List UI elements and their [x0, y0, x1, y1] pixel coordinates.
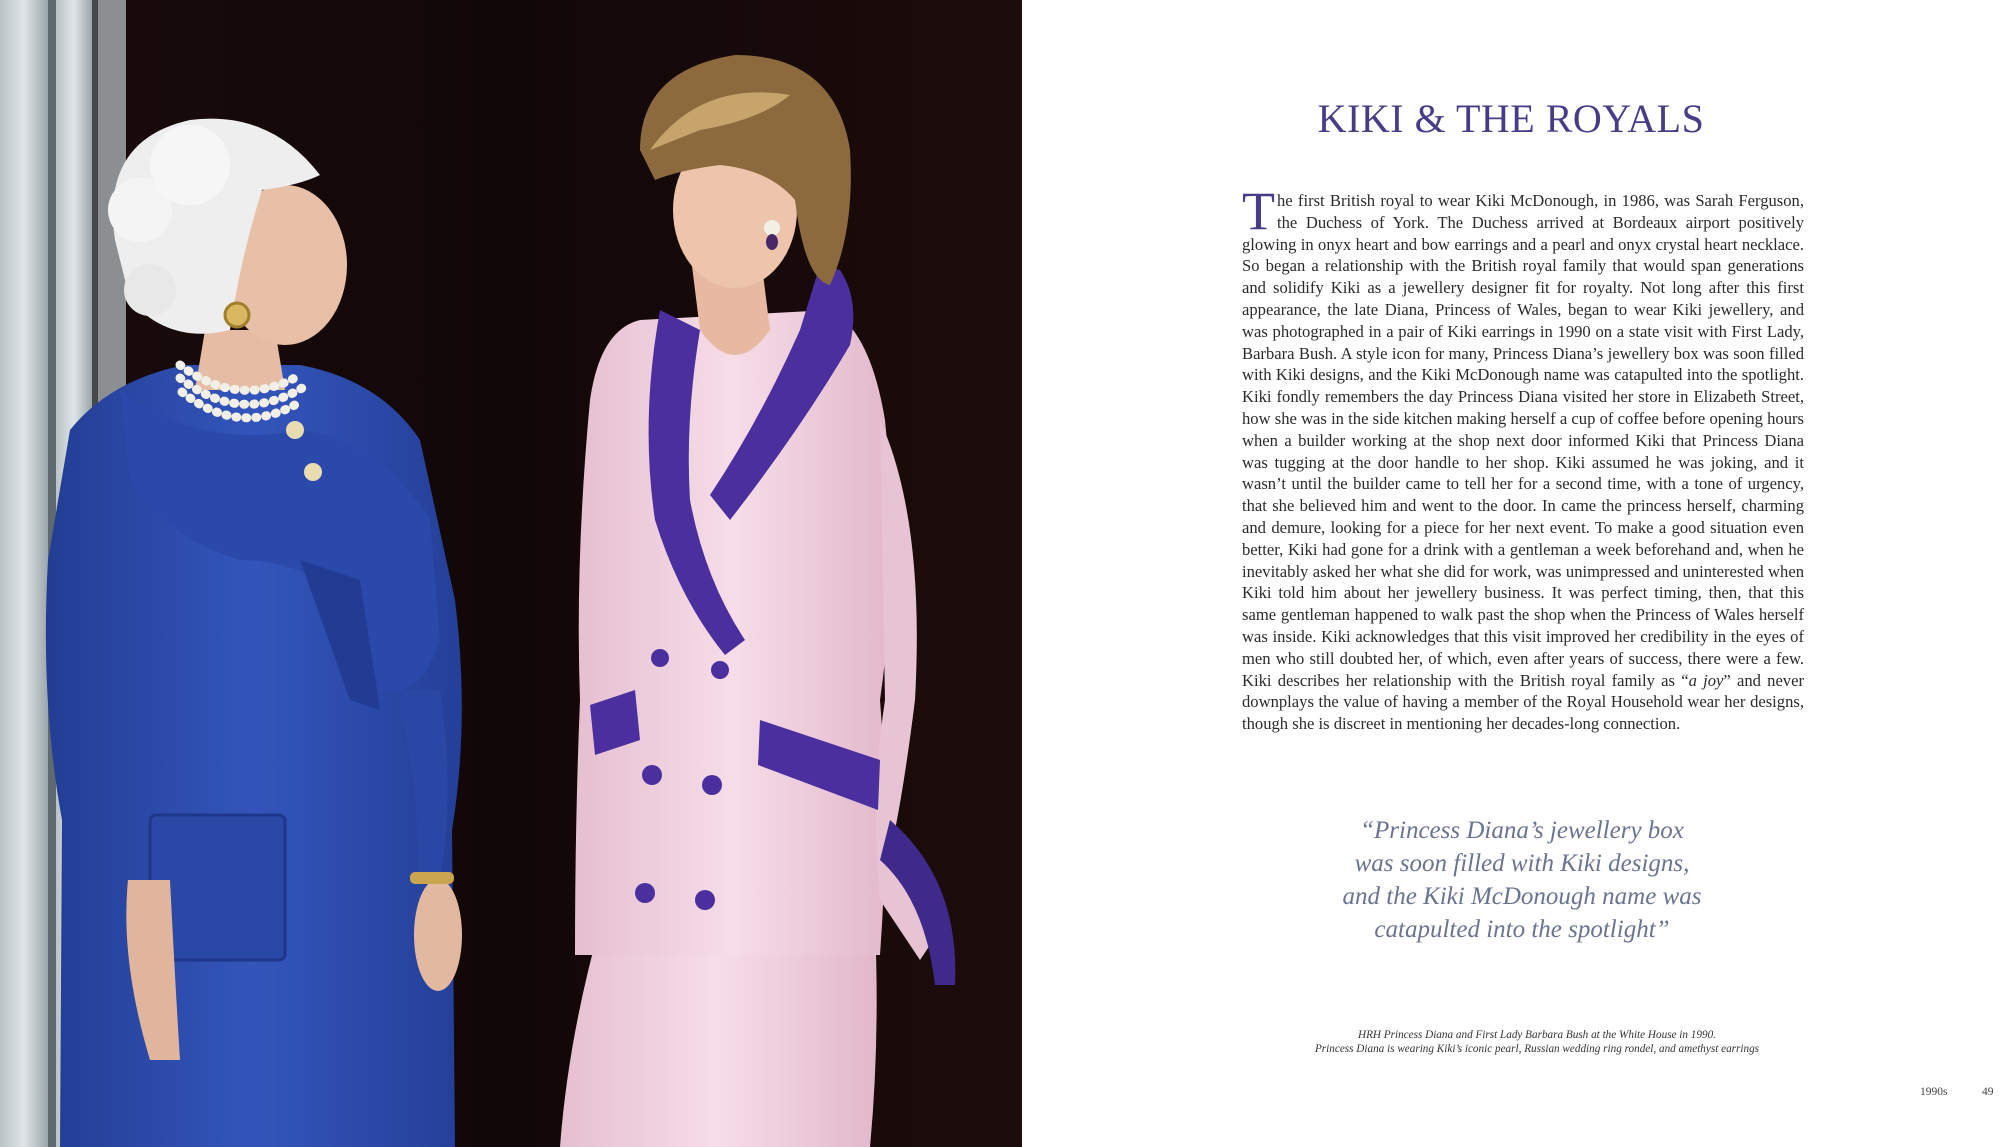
body-emphasis: a joy — [1688, 670, 1724, 690]
pull-quote-line: “Princess Diana’s jewellery box — [1360, 817, 1684, 844]
text-page — [1022, 0, 2000, 1147]
amethyst-earring-icon — [766, 234, 778, 250]
pearl-earring-icon — [764, 220, 780, 236]
hand — [414, 879, 462, 991]
pull-quote — [1322, 814, 1722, 946]
page-number: 49 — [1982, 1086, 1994, 1098]
pink-skirt — [560, 925, 877, 1147]
photo-caption — [1222, 1028, 1852, 1056]
pull-quote-line: was soon filled with Kiki designs, — [1354, 850, 1690, 877]
button-icon — [286, 421, 304, 439]
drop-cap: T — [1242, 181, 1275, 241]
body-text — [1242, 181, 1804, 735]
gold-earring-icon — [225, 303, 249, 327]
caption-line: Princess Diana is wearing Kiki’s iconic pearl, Russian wedding ring rondel, and amethyst earrings — [1314, 1043, 1760, 1055]
caption-line: HRH Princess Diana and First Lady Barbara Bush at the White House in 1990. — [1358, 1029, 1716, 1041]
pillar-left — [0, 0, 48, 1147]
body-paragraph: he first British royal to wear Kiki McDonough, in 1986, was Sarah Ferguson, the Duchess of York. The Duchess arrived at Bordeaux airport positively glowing in onyx heart and bow earrings and a pearl and onyx crystal heart necklace. So began a relationship with the British royal family that would span generations and solidify Kiki as a jewellery designer fit for royalty. Not long after this first appearance, the late Diana, Princess of Wales, began to wear Kiki jewellery, and was photographed in a pair of Kiki earrings in 1990 on a state visit with First Lady, Barbara Bush. A style icon for many, Princess Diana’s jewellery box was soon filled with Kiki designs, and the Kiki McDonough name was catapulted into the spotlight. Kiki fondly remembers the day Princess Diana visited her store in Elizabeth Street, how she was in the side kitchen making herself a cup of coffee before opening hours when a builder working at the shop next door informed Kiki that Princess Diana was tugging at the door handle to her shop. Kiki assumed he was joking, and it wasn’t until the builder came to tell her for a second time, with a tone of urgency, that she believed him and went to the door. In came the princess herself, charming and demure, looking for a piece for her next event. To make a good situation even better, Kiki had gone for a drink with a gentleman a week beforehand and, when he inevitably asked her what she did for work, was unimpressed and uninterested when Kiki told him about her jewellery business. It was perfect timing, then, that this same gentleman happened to walk past the shop when the Princess of Wales herself was inside. Kiki acknowledges that this visit improved her credibility in the eyes of men who still doubted her, of which, even after years of success, there were a few. Kiki describes her relationship with the British royal family as “ — [1242, 191, 1804, 690]
button-icon — [304, 463, 322, 481]
bracelet-icon — [410, 872, 454, 884]
pull-quote-line: catapulted into the spotlight” — [1374, 916, 1670, 943]
pull-quote-line: and the Kiki McDonough name was — [1342, 883, 1702, 910]
folio-section: 1990s — [1920, 1086, 1948, 1098]
page-title: KIKI & THE ROYALS — [1317, 95, 1705, 141]
body-paragraph-end: ” and never downplays the value of having a member of the Royal Household wear her designs, though she is discreet in mentioning her decades-long connection. — [1242, 670, 1804, 734]
